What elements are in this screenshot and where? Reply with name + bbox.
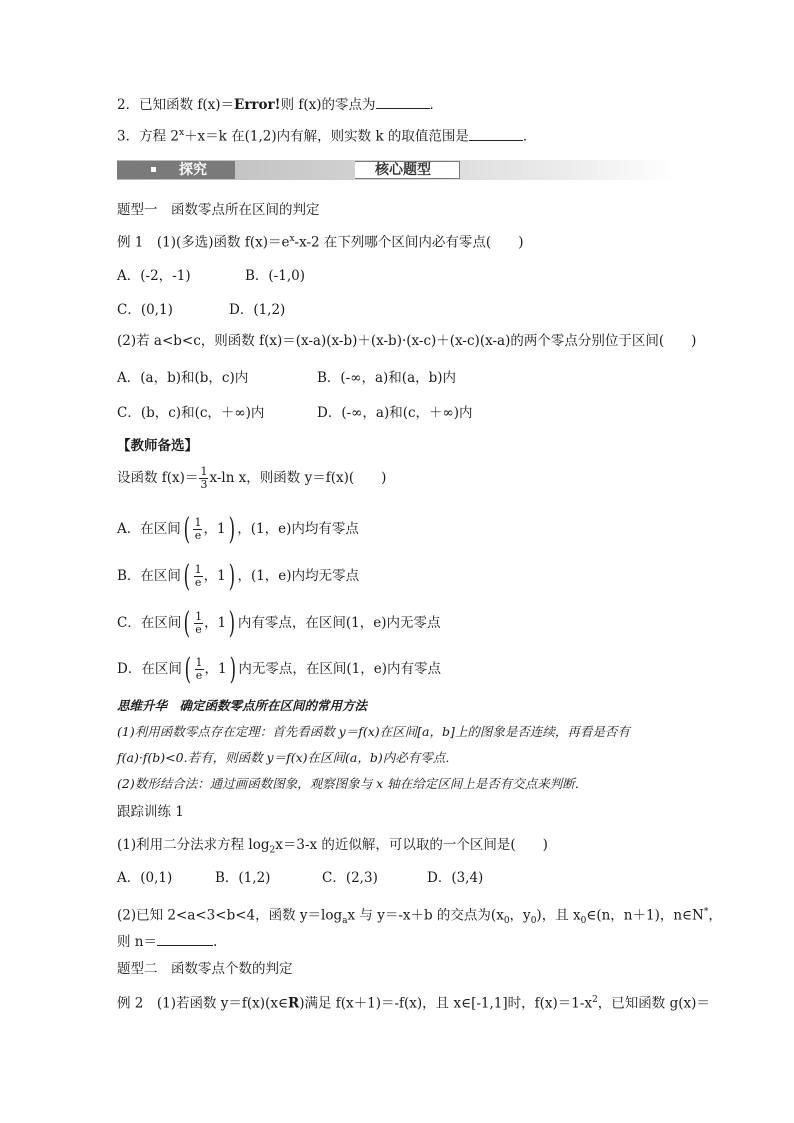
q2-prefix: 2．已知函数 f(x)＝ [117, 97, 235, 113]
ex1-stem-a: 例 1 (1)(多选)函数 f(x)＝e [117, 234, 290, 251]
p2-sub1: 0 [530, 916, 537, 927]
p2-sub: a [342, 916, 348, 927]
opt-a-post: ，(1，e)内均有零点 [237, 521, 359, 537]
q3-end: ． [522, 128, 537, 145]
q3-rest: ＋x＝k 在(1,2)内有解，则实数 k 的取值范围是 [184, 128, 469, 145]
question-3 [117, 124, 536, 146]
banner-title-right: 核心题型 [375, 162, 431, 178]
frac-num: 1 [194, 563, 202, 576]
section-1-title: 题型一 函数零点所在区间的判定 [117, 202, 320, 218]
ex2-c: ，已知函数 g(x)＝ [597, 995, 710, 1012]
q3-sup: x [178, 128, 185, 138]
p2-sup: * [703, 907, 709, 917]
teacher-stem-a: 设函数 f(x)＝ [117, 470, 199, 486]
q2-error-text: Error! [234, 97, 281, 113]
example-1-stem [117, 230, 523, 252]
banner-bullet-icon [151, 167, 156, 172]
opt-a-pre: A．在区间 [117, 521, 181, 537]
practice-option-c: C．(2,3) [322, 870, 378, 886]
example-1-stem-2: (2)若 a<b<c，则函数 f(x)＝(x-a)(x-b)＋(x-b)·(x-c)＋(x-c)(x-a)的两个零点分别位于区间( ) [117, 333, 697, 349]
ex2-b: )满足 f(x＋1)＝-f(x)，且 x∈[-1,1]时，f(x)＝1-x [299, 995, 593, 1012]
interval-end: ，1 [203, 521, 226, 537]
question-2 [117, 96, 443, 114]
section-banner [117, 160, 677, 180]
banner-dark-block [117, 161, 235, 179]
example-1-part2-options-ab [117, 369, 457, 387]
practice-option-b: B．(1,2) [215, 870, 271, 886]
q2-answer-blank [376, 96, 430, 109]
practice-stem-1 [117, 836, 548, 860]
ex1-stem-sup: x [289, 234, 295, 244]
frac-den: e [195, 669, 203, 682]
q3-text: 3．方程 2 [117, 128, 179, 145]
practice-option-a: A．(0,1) [117, 870, 173, 886]
p1-sub: 2 [269, 845, 276, 856]
right-paren-icon: ) [228, 558, 235, 594]
p1-a: (1)利用二分法求方程 log [117, 837, 270, 853]
frac-den: e [194, 576, 202, 589]
frac-num: 1 [194, 516, 202, 529]
practice-option-d: D．(3,4) [427, 870, 484, 886]
ex1-p2-option-d: D．(-∞，a)和(c，＋∞)内 [317, 405, 473, 421]
p2-sub2: 0 [580, 916, 587, 927]
teacher-stem-b: x-ln x，则函数 y＝f(x)( ) [209, 470, 387, 486]
thinking-p1b: f(a)·f(b)<0.若有，则函数 y＝f(x)在区间(a，b)内必有零点． [117, 750, 458, 765]
interval-end: ，1 [204, 615, 227, 631]
p1-b: x＝3-x 的近似解，可以取的一个区间是( ) [275, 837, 548, 853]
ex1-p2-option-b: B．(-∞，a)和(a，b)内 [317, 370, 457, 386]
practice-stem-3 [117, 933, 217, 951]
p3-end: . [213, 934, 218, 950]
left-paren-icon: ( [184, 651, 191, 687]
p2-e: ∈(n，n＋1)，n∈N [586, 907, 704, 924]
ex1-p2-option-c: C．(b，c)和(c，＋∞)内 [117, 405, 265, 421]
p2-a: (2)已知 2<a<3<b<4，函数 y＝log [117, 907, 343, 924]
p2-f: ， [708, 907, 722, 924]
right-paren-icon: ) [228, 511, 235, 547]
right-paren-icon: ) [228, 605, 236, 641]
teacher-label: 【教师备选】 [117, 438, 198, 454]
p2-c: ，y [509, 907, 531, 924]
right-paren-icon: ) [229, 651, 236, 687]
fraction-1-over-e [194, 564, 203, 589]
frac-num: 1 [195, 610, 203, 623]
opt-b-pre: B．在区间 [117, 568, 181, 584]
ex2-R: R [287, 995, 300, 1012]
ex1-option-b: B．(-1,0) [245, 268, 305, 284]
p2-b: x 与 y＝-x＋b 的交点为(x [347, 907, 504, 924]
section-2-title: 题型二 函数零点个数的判定 [117, 961, 293, 977]
frac-den: e [194, 529, 202, 542]
teacher-option-a [117, 511, 359, 547]
practice-answer-blank [157, 933, 213, 946]
opt-b-post: ，(1，e)内均无零点 [237, 568, 360, 584]
teacher-option-b [117, 558, 360, 594]
left-paren-icon: ( [183, 558, 191, 594]
example-1-options-cd [117, 301, 286, 319]
fraction-one-third [199, 466, 208, 491]
left-paren-icon: ( [183, 605, 191, 641]
practice-title: 跟踪训练 1 [117, 804, 184, 820]
banner-title-left: 探究 [179, 162, 207, 178]
teacher-option-d [117, 651, 441, 687]
q3-answer-blank [469, 128, 523, 141]
q2-end: ． [429, 97, 444, 113]
thinking-title: 思维升华 确定函数零点所在区间的常用方法 [117, 698, 368, 713]
interval-end: ，1 [203, 568, 226, 584]
opt-d-post: 内无零点，在区间(1，e)内有零点 [238, 661, 441, 677]
example-1-options-ab [117, 267, 305, 285]
practice-stem-2 [117, 903, 722, 930]
ex1-p2-option-a: A．(a，b)和(b，c)内 [117, 370, 249, 386]
ex1-option-d: D．(1,2) [229, 302, 286, 318]
frac-num: 1 [195, 656, 203, 669]
left-paren-icon: ( [183, 511, 190, 547]
p2-sub0: 0 [503, 916, 510, 927]
opt-c-pre: C．在区间 [117, 615, 182, 631]
ex1-stem-b: -x-2 在下列哪个区间内必有零点( ) [294, 234, 524, 251]
thinking-p2: (2)数形结合法：通过画函数图象，观察图象与 x 轴在给定区间上是否有交点来判断． [117, 776, 588, 791]
thinking-p1a: (1)利用函数零点存在定理：首先看函数 y＝f(x)在区间[a，b]上的图象是否连续，再看是否有 [117, 724, 630, 739]
ex2-sup: 2 [592, 995, 598, 1005]
example-2-stem [117, 991, 710, 1013]
ex1-option-a: A．(-2，-1) [117, 268, 191, 284]
p3-a: 则 n＝ [117, 934, 157, 950]
ex1-option-c: C．(0,1) [117, 302, 173, 318]
teacher-stem [117, 466, 386, 491]
opt-d-pre: D．在区间 [117, 661, 182, 677]
frac-num: 1 [200, 465, 208, 478]
practice-options [117, 869, 484, 887]
frac-den: e [195, 623, 202, 636]
example-1-part2-options-cd [117, 404, 473, 422]
teacher-option-c [117, 605, 441, 641]
frac-den: 3 [200, 478, 208, 491]
ex2-a: 例 2 (1)若函数 y＝f(x)(x∈ [117, 995, 288, 1012]
fraction-1-over-e [195, 657, 204, 682]
fraction-1-over-e [194, 611, 203, 636]
p2-d: )，且 x [536, 907, 581, 924]
q2-suffix: 则 f(x)的零点为 [280, 97, 376, 113]
opt-c-post: 内有零点，在区间(1，e)内无零点 [237, 615, 441, 631]
fraction-1-over-e [193, 517, 202, 542]
interval-end: ，1 [204, 661, 227, 677]
